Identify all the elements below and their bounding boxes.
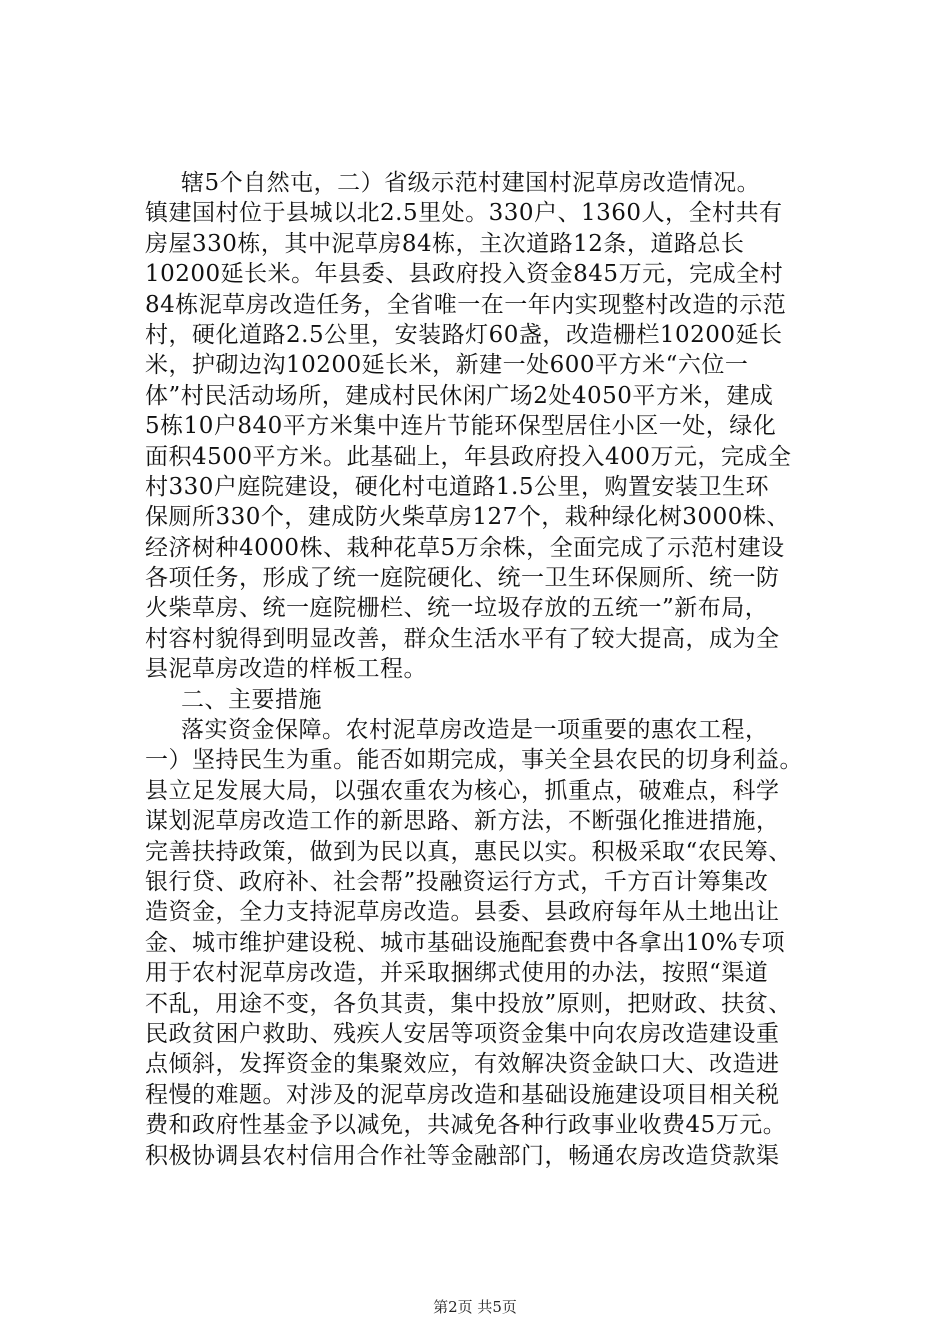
text-line: 造资金，全力支持泥草房改造。县委、县政府每年从土地出让 <box>145 899 780 926</box>
text-line: 5栋10户840平方米集中连片节能环保型居住小区一处，绿化 <box>145 413 777 440</box>
text-line: 银行贷、政府补、社会帮”投融资运行方式，千方百计筹集改 <box>145 868 769 895</box>
text-line: 一）坚持民生为重。能否如期完成，事关全县农民的切身利益。 <box>145 747 803 774</box>
text-line: 不乱，用途不变，各负其责，集中投放”原则，把财政、扶贫、 <box>145 990 792 1017</box>
text-line: 面积4500平方米。此基础上，年县政府投入400万元，完成全 <box>145 443 792 470</box>
text-line: 10200延长米。年县委、县政府投入资金845万元，完成全村 <box>145 261 784 288</box>
text-line: 保厕所330个，建成防火柴草房127个，栽种绿化树3000株、 <box>145 504 790 531</box>
text-line: 体”村民活动场所，建成村民休闲广场2处4050平方米，建成 <box>145 382 774 409</box>
text-line: 费和政府性基金予以减免，共减免各种行政事业收费45万元。 <box>145 1112 787 1139</box>
text-line: 村容村貌得到明显改善，群众生活水平有了较大提高，成为全 <box>145 625 780 652</box>
text-line: 县立足发展大局，以强农重农为核心，抓重点，破难点，科学 <box>145 777 780 804</box>
text-line: 程慢的难题。对涉及的泥草房改造和基础设施建设项目相关税 <box>145 1081 780 1108</box>
page-footer: 第2页 共5页 <box>433 1298 517 1316</box>
text-line: 火柴草房、统一庭院栅栏、统一垃圾存放的五统一”新布局， <box>145 595 769 622</box>
text-line: 县泥草房改造的样板工程。 <box>145 656 427 683</box>
text-line: 二、主要措施 <box>181 686 322 713</box>
text-line: 米，护砌边沟10200延长米，新建一处600平方米“六位一 <box>145 352 749 379</box>
text-line: 谋划泥草房改造工作的新思路、新方法，不断强化推进措施， <box>145 808 780 835</box>
text-line: 用于农村泥草房改造，并采取捆绑式使用的办法，按照“渠道 <box>145 960 769 987</box>
text-line: 民政贫困户救助、残疾人安居等项资金集中向农房改造建设重 <box>145 1020 780 1047</box>
text-line: 各项任务，形成了统一庭院硬化、统一卫生环保厕所、统一防 <box>145 565 780 592</box>
text-line: 点倾斜，发挥资金的集聚效应，有效解决资金缺口大、改造进 <box>145 1051 780 1078</box>
text-line: 84栋泥草房改造任务，全省唯一在一年内实现整村改造的示范 <box>145 291 787 318</box>
text-line: 落实资金保障。农村泥草房改造是一项重要的惠农工程， <box>181 717 769 744</box>
text-line: 完善扶持政策，做到为民以真，惠民以实。积极采取“农民筹、 <box>145 838 792 865</box>
text-line: 房屋330栋，其中泥草房84栋，主次道路12条，道路总长 <box>145 230 745 257</box>
text-line: 镇建国村位于县城以北2.5里处。330户、1360人，全村共有 <box>145 200 783 227</box>
text-line: 积极协调县农村信用合作社等金融部门，畅通农房改造贷款渠 <box>145 1142 780 1169</box>
document-body <box>145 168 825 1171</box>
text-line: 辖5个自然屯，二）省级示范村建国村泥草房改造情况。 <box>181 170 761 196</box>
text-line: 村330户庭院建设，硬化村屯道路1.5公里，购置安装卫生环 <box>145 473 769 500</box>
text-line: 金、城市维护建设税、城市基础设施配套费中各拿出10%专项 <box>145 929 786 956</box>
text-line: 村，硬化道路2.5公里，安装路灯60盏，改造栅栏10200延长 <box>145 321 783 348</box>
text-line: 经济树种4000株、栽种花草5万余株，全面完成了示范村建设 <box>145 534 785 561</box>
